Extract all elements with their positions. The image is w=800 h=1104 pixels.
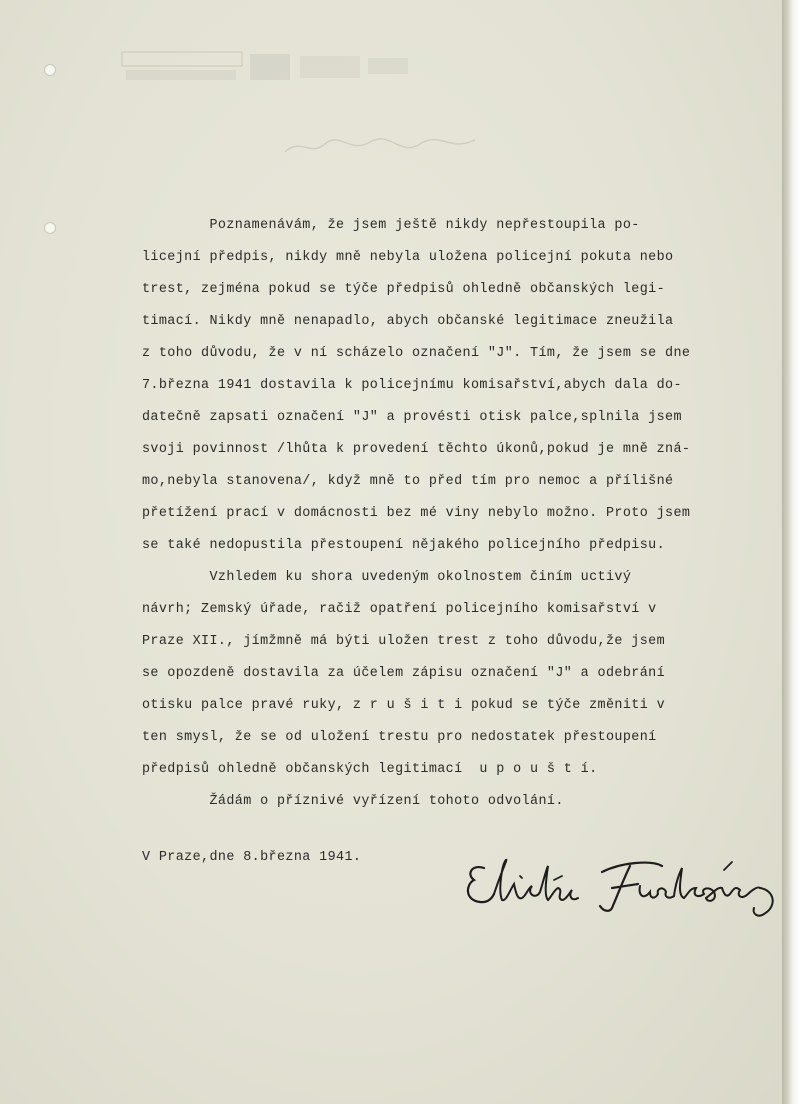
body-line: Vzhledem ku shora uvedeným okolnostem činím uctivý	[142, 570, 632, 585]
body-line: 7.března 1941 dostavila k policejnímu komisařství,abych dala do-	[142, 378, 682, 393]
body-line: se také nedopustila přestoupení nějakého policejního předpisu.	[142, 538, 666, 553]
body-line: trest, zejména pokud se týče předpisů ohledně občanských legi-	[142, 282, 666, 297]
handwritten-signature	[462, 850, 782, 930]
body-line: otisku palce pravé ruky, z r u š i t i pokud se týče změniti v	[142, 698, 666, 713]
body-line: Praze XII., jímžmně má býti uložen trest z toho důvodu,že jsem	[142, 634, 666, 649]
punch-hole-middle	[44, 222, 56, 234]
body-line: timací. Nikdy mně nenapadlo, abych občanské legitimace zneužila	[142, 314, 674, 329]
body-line: Poznamenávám, že jsem ještě nikdy nepřestoupila po-	[142, 218, 640, 233]
body-line: datečně zapsati označení "J" a provésti otisk palce,splnila jsem	[142, 410, 682, 425]
body-line: svoji povinnost /lhůta k provedení těchto úkonů,pokud je mně zná-	[142, 442, 691, 457]
punch-hole-top	[44, 64, 56, 76]
body-line: přetížení prací v domácnosti bez mé viny nebylo možno. Proto jsem	[142, 506, 691, 521]
paper-edge	[782, 0, 800, 1104]
body-line: z toho důvodu, že v ní scházelo označení "J". Tím, že jsem se dne	[142, 346, 691, 361]
body-line: Žádám o příznivé vyřízení tohoto odvolání.	[142, 794, 564, 809]
body-line: návrh; Zemský úřade, račiž opatření policejního komisařství v	[142, 602, 657, 617]
faded-received-stamp	[120, 48, 420, 88]
faint-handwritten-note	[280, 132, 480, 162]
letter-body	[142, 216, 762, 836]
body-line: předpisů ohledně občanských legitimací u p o u š t í.	[142, 762, 598, 777]
body-line: mo,nebyla stanovena/, když mně to před tím pro nemoc a přílišné	[142, 474, 674, 489]
body-line: ten smysl, že se od uložení trestu pro nedostatek přestoupení	[142, 730, 657, 745]
place-and-date: V Praze,dne 8.března 1941.	[142, 850, 362, 865]
body-line: licejní předpis, nikdy mně nebyla uložena policejní pokuta nebo	[142, 250, 674, 265]
body-line: se opozdeně dostavila za účelem zápisu označení "J" a odebrání	[142, 666, 666, 681]
